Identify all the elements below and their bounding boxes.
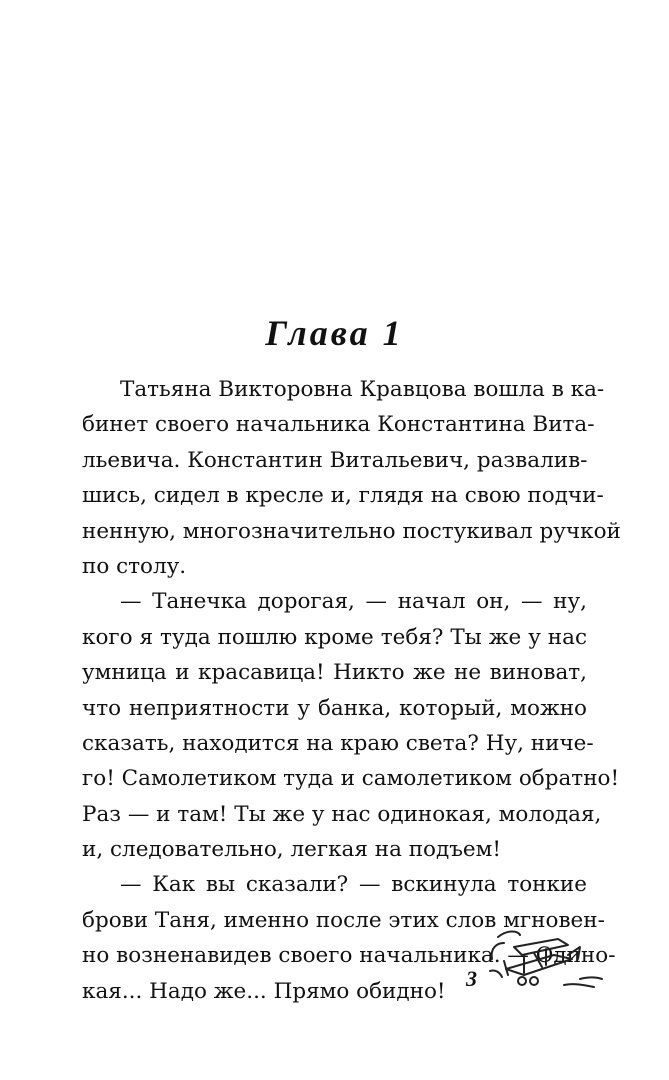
text-line: но возненавидев своего начальника. — Одино- <box>82 943 616 969</box>
text-line: Татьяна Викторовна Кравцова вошла в ка- <box>120 377 605 402</box>
text-line: кого я туда пошлю кроме тебя? Ты же у нас <box>82 624 587 650</box>
text-line: сказать, находится на краю света? Ну, ниче- <box>82 730 594 756</box>
text-line: кая... Надо же... Прямо обидно! <box>82 978 446 1004</box>
page-number: 3 <box>466 966 477 991</box>
text-line: по столу. <box>82 553 187 579</box>
text-line: — Танечка дорогая, — начал он, — ну, <box>120 589 587 615</box>
text-line: брови Таня, именно после этих слов мгновен- <box>82 907 605 933</box>
body-text <box>82 372 621 1009</box>
text-line: что неприятности у банка, который, можно <box>82 695 587 721</box>
text-line: шись, сидел в кресле и, глядя на свою подчи- <box>82 483 604 509</box>
text-line: — Как вы сказали? — вскинула тонкие <box>120 872 587 898</box>
text-line: го! Самолетиком туда и самолетиком обратно! <box>82 766 620 792</box>
text-line: бинет своего начальника Константина Вита- <box>82 412 595 438</box>
text-line: ненную, многозначительно постукивал ручкой <box>82 518 621 544</box>
text-line: умница и красавица! Никто же не виноват, <box>82 660 587 686</box>
text-line: льевича. Константин Витальевич, развалив- <box>82 447 588 473</box>
chapter-title: Глава 1 <box>265 313 404 353</box>
text-line: и, следовательно, легкая на подъем! <box>82 837 502 863</box>
text-line: Раз — и там! Ты же у нас одинокая, молодая, <box>82 801 602 827</box>
airplane-icon <box>484 925 604 995</box>
